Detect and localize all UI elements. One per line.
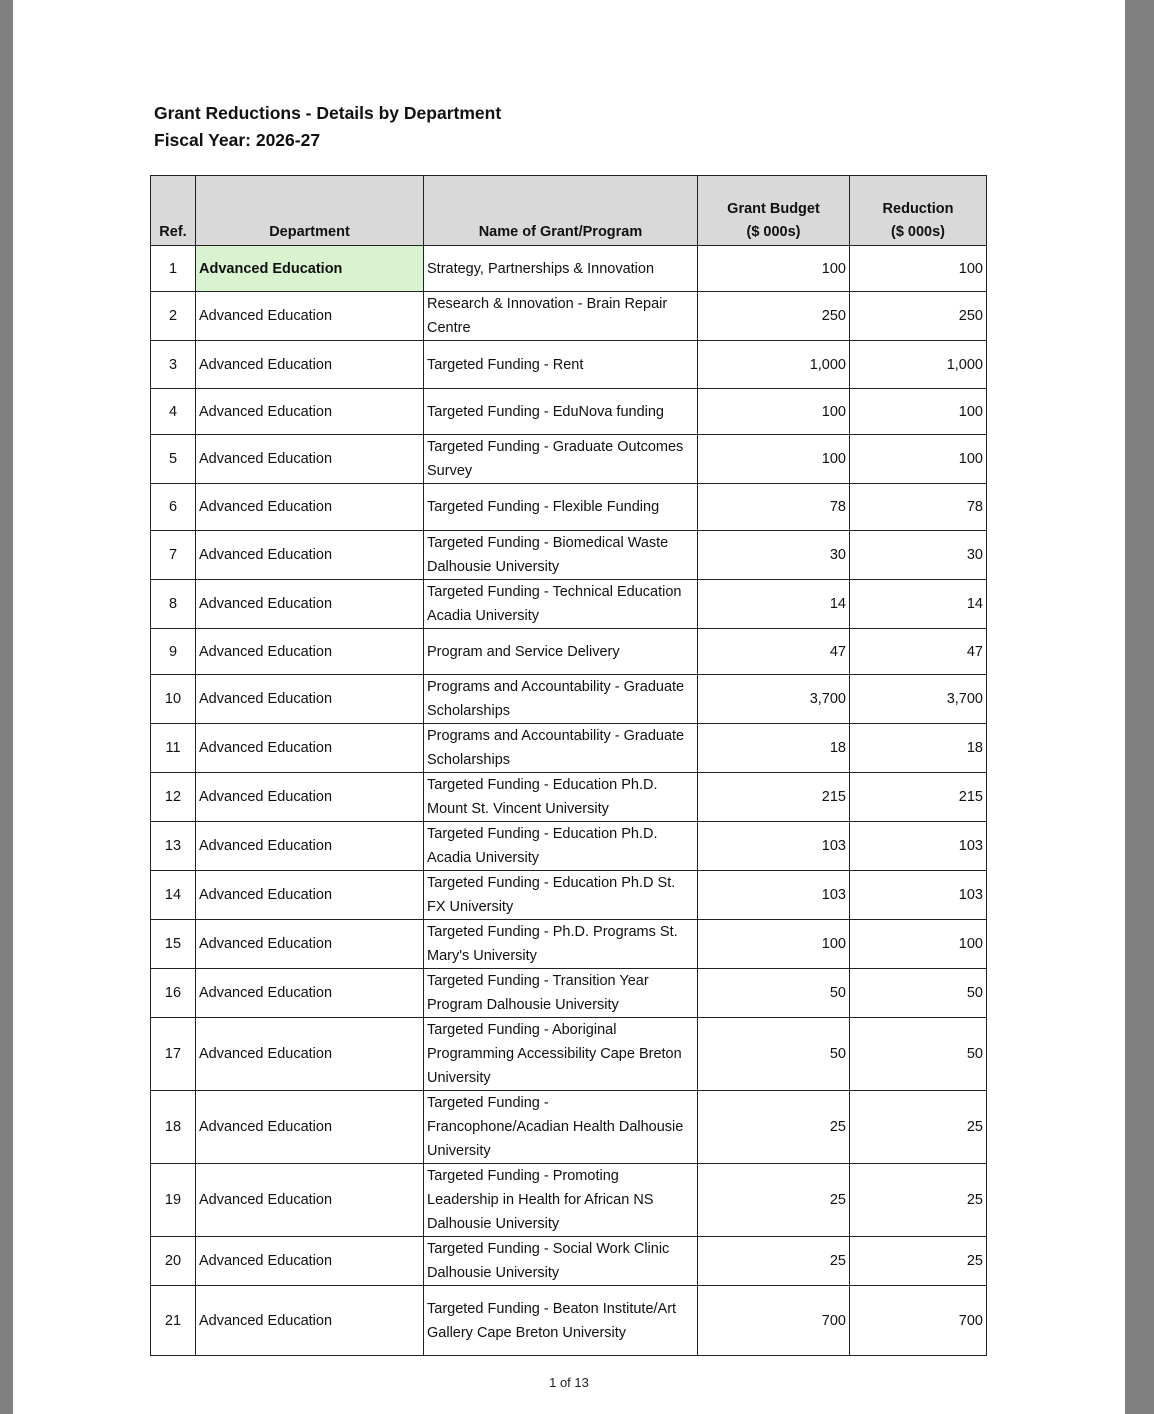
reduction-cell: 100 <box>850 435 987 484</box>
grant-budget-cell: 25 <box>698 1237 850 1286</box>
program-name-cell: Targeted Funding - Francophone/Acadian Health Dalhousie University <box>424 1091 698 1164</box>
ref-cell: 8 <box>151 580 196 629</box>
reduction-cell: 3,700 <box>850 675 987 724</box>
program-name-cell: Programs and Accountability - Graduate Scholarships <box>424 675 698 724</box>
table-row <box>151 773 987 822</box>
table-row <box>151 1286 987 1356</box>
ref-cell: 2 <box>151 292 196 341</box>
grant-budget-cell: 215 <box>698 773 850 822</box>
page-title: Grant Reductions - Details by Department <box>154 103 502 123</box>
ref-cell: 10 <box>151 675 196 724</box>
reduction-cell: 700 <box>850 1286 987 1356</box>
reduction-cell: 100 <box>850 389 987 435</box>
reduction-cell: 30 <box>850 531 987 580</box>
grant-budget-cell: 100 <box>698 389 850 435</box>
program-name-cell: Targeted Funding - EduNova funding <box>424 389 698 435</box>
table-row <box>151 871 987 920</box>
department-cell: Advanced Education <box>196 871 424 920</box>
program-name-cell: Targeted Funding - Transition Year Program Dalhousie University <box>424 969 698 1018</box>
table-row <box>151 389 987 435</box>
ref-cell: 20 <box>151 1237 196 1286</box>
department-cell: Advanced Education <box>196 1286 424 1356</box>
reduction-cell: 50 <box>850 969 987 1018</box>
header-grant-budget <box>698 176 850 246</box>
title-block <box>154 100 501 154</box>
ref-cell: 12 <box>151 773 196 822</box>
department-cell: Advanced Education <box>196 341 424 389</box>
grant-budget-cell: 47 <box>698 629 850 675</box>
table-row <box>151 531 987 580</box>
grant-budget-cell: 50 <box>698 1018 850 1091</box>
department-cell: Advanced Education <box>196 389 424 435</box>
program-name-cell: Targeted Funding - Graduate Outcomes Survey <box>424 435 698 484</box>
ref-cell: 5 <box>151 435 196 484</box>
reduction-cell: 25 <box>850 1237 987 1286</box>
department-cell: Advanced Education <box>196 1164 424 1237</box>
reduction-cell: 250 <box>850 292 987 341</box>
table-row <box>151 1237 987 1286</box>
table-row <box>151 675 987 724</box>
program-name-cell: Program and Service Delivery <box>424 629 698 675</box>
department-cell: Advanced Education <box>196 435 424 484</box>
table-row <box>151 435 987 484</box>
department-cell: Advanced Education <box>196 1018 424 1091</box>
table-row <box>151 629 987 675</box>
table-row <box>151 246 987 292</box>
header-ref: Ref. <box>151 176 196 246</box>
header-department: Department <box>196 176 424 246</box>
department-cell: Advanced Education <box>196 484 424 531</box>
ref-cell: 21 <box>151 1286 196 1356</box>
table-row <box>151 724 987 773</box>
reduction-cell: 100 <box>850 246 987 292</box>
program-name-cell: Research & Innovation - Brain Repair Centre <box>424 292 698 341</box>
reduction-cell: 25 <box>850 1164 987 1237</box>
fiscal-year: Fiscal Year: 2026-27 <box>154 130 321 150</box>
reduction-cell: 50 <box>850 1018 987 1091</box>
grant-budget-cell: 30 <box>698 531 850 580</box>
reduction-cell: 25 <box>850 1091 987 1164</box>
reduction-cell: 103 <box>850 871 987 920</box>
program-name-cell: Targeted Funding - Biomedical Waste Dalhousie University <box>424 531 698 580</box>
grant-budget-cell: 1,000 <box>698 341 850 389</box>
ref-cell: 16 <box>151 969 196 1018</box>
program-name-cell: Strategy, Partnerships & Innovation <box>424 246 698 292</box>
document-page <box>13 0 1125 1414</box>
department-cell: Advanced Education <box>196 580 424 629</box>
grant-budget-cell: 25 <box>698 1164 850 1237</box>
header-grant-budget-unit: ($ 000s) <box>746 224 801 240</box>
grant-budget-cell: 14 <box>698 580 850 629</box>
table-row <box>151 1091 987 1164</box>
header-program: Name of Grant/Program <box>424 176 698 246</box>
ref-cell: 1 <box>151 246 196 292</box>
ref-cell: 19 <box>151 1164 196 1237</box>
header-reduction-label: Reduction <box>882 201 954 217</box>
program-name-cell: Targeted Funding - Promoting Leadership in Health for African NS Dalhousie University <box>424 1164 698 1237</box>
grant-budget-cell: 103 <box>698 822 850 871</box>
reduction-cell: 103 <box>850 822 987 871</box>
grant-budget-cell: 3,700 <box>698 675 850 724</box>
department-cell: Advanced Education <box>196 531 424 580</box>
header-reduction <box>850 176 987 246</box>
table-row <box>151 580 987 629</box>
department-cell: Advanced Education <box>196 1237 424 1286</box>
table-row <box>151 822 987 871</box>
table-row <box>151 969 987 1018</box>
reduction-cell: 78 <box>850 484 987 531</box>
grant-budget-cell: 250 <box>698 292 850 341</box>
table-row <box>151 920 987 969</box>
table-row <box>151 341 987 389</box>
department-cell: Advanced Education <box>196 1091 424 1164</box>
grant-budget-cell: 700 <box>698 1286 850 1356</box>
department-cell: Advanced Education <box>196 920 424 969</box>
program-name-cell: Targeted Funding - Aboriginal Programming Accessibility Cape Breton University <box>424 1018 698 1091</box>
ref-cell: 9 <box>151 629 196 675</box>
ref-cell: 4 <box>151 389 196 435</box>
department-cell: Advanced Education <box>196 675 424 724</box>
department-cell: Advanced Education <box>196 822 424 871</box>
grant-budget-cell: 100 <box>698 920 850 969</box>
grant-budget-cell: 100 <box>698 246 850 292</box>
ref-cell: 15 <box>151 920 196 969</box>
ref-cell: 11 <box>151 724 196 773</box>
department-cell: Advanced Education <box>196 292 424 341</box>
grant-budget-cell: 50 <box>698 969 850 1018</box>
reduction-cell: 14 <box>850 580 987 629</box>
header-reduction-unit: ($ 000s) <box>890 224 945 240</box>
table-row <box>151 484 987 531</box>
ref-cell: 3 <box>151 341 196 389</box>
header-grant-budget-label: Grant Budget <box>727 201 820 217</box>
program-name-cell: Targeted Funding - Education Ph.D. Mount St. Vincent University <box>424 773 698 822</box>
program-name-cell: Targeted Funding - Beaton Institute/Art Gallery Cape Breton University <box>424 1286 698 1356</box>
reduction-cell: 18 <box>850 724 987 773</box>
department-cell: Advanced Education <box>196 246 424 292</box>
page-indicator: 1 of 13 <box>549 1375 589 1390</box>
reduction-cell: 1,000 <box>850 341 987 389</box>
reduction-cell: 215 <box>850 773 987 822</box>
ref-cell: 17 <box>151 1018 196 1091</box>
table-row <box>151 1164 987 1237</box>
ref-cell: 7 <box>151 531 196 580</box>
program-name-cell: Programs and Accountability - Graduate Scholarships <box>424 724 698 773</box>
reduction-cell: 100 <box>850 920 987 969</box>
program-name-cell: Targeted Funding - Education Ph.D. Acadia University <box>424 822 698 871</box>
grant-budget-cell: 18 <box>698 724 850 773</box>
ref-cell: 14 <box>151 871 196 920</box>
ref-cell: 13 <box>151 822 196 871</box>
department-cell: Advanced Education <box>196 969 424 1018</box>
table-row <box>151 292 987 341</box>
department-cell: Advanced Education <box>196 629 424 675</box>
program-name-cell: Targeted Funding - Social Work Clinic Dalhousie University <box>424 1237 698 1286</box>
program-name-cell: Targeted Funding - Flexible Funding <box>424 484 698 531</box>
grant-budget-cell: 25 <box>698 1091 850 1164</box>
ref-cell: 6 <box>151 484 196 531</box>
reduction-cell: 47 <box>850 629 987 675</box>
ref-cell: 18 <box>151 1091 196 1164</box>
grant-budget-cell: 78 <box>698 484 850 531</box>
department-cell: Advanced Education <box>196 724 424 773</box>
program-name-cell: Targeted Funding - Education Ph.D St. FX University <box>424 871 698 920</box>
grant-reductions-table <box>150 175 987 1356</box>
grant-budget-cell: 103 <box>698 871 850 920</box>
grant-budget-cell: 100 <box>698 435 850 484</box>
program-name-cell: Targeted Funding - Ph.D. Programs St. Mary's University <box>424 920 698 969</box>
program-name-cell: Targeted Funding - Rent <box>424 341 698 389</box>
department-cell: Advanced Education <box>196 773 424 822</box>
table-row <box>151 1018 987 1091</box>
table-header-row <box>151 176 987 246</box>
program-name-cell: Targeted Funding - Technical Education Acadia University <box>424 580 698 629</box>
